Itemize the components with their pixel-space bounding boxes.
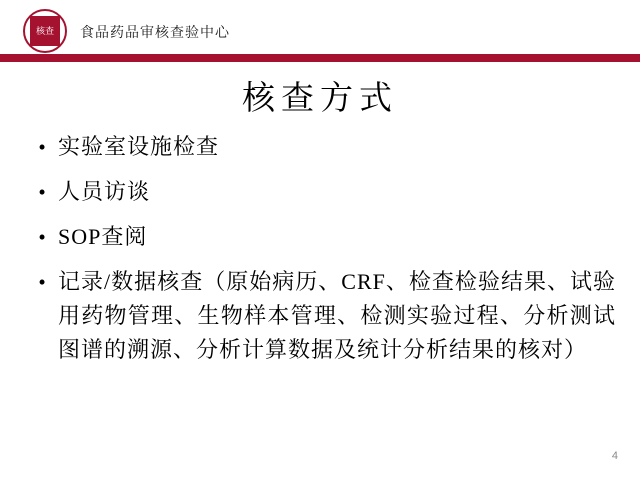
slide-header <box>0 0 640 62</box>
bullet-marker-icon: • <box>38 180 46 204</box>
list-item-text: 记录/数据核查（原始病历、CRF、检查检验结果、试验用药物管理、生物样本管理、检测实验过程、分析测试图谱的溯源、分析计算数据及统计分析结果的核对） <box>58 269 616 362</box>
list-item <box>26 175 616 209</box>
list-item-text: 人员访谈 <box>58 179 151 204</box>
list-item <box>26 265 616 367</box>
logo-outer-ring <box>23 9 67 53</box>
page-title: 核查方式 <box>242 81 398 117</box>
logo-seal-icon: 核查 <box>30 16 60 46</box>
organization-name: 食品药品审核查验中心 <box>80 24 230 40</box>
list-item-text: 实验室设施检查 <box>58 134 220 159</box>
header-accent-bar <box>0 54 640 58</box>
list-item <box>26 130 616 164</box>
bullet-marker-icon: • <box>38 135 46 159</box>
bullet-marker-icon: • <box>38 270 46 294</box>
bullet-marker-icon: • <box>38 225 46 249</box>
bullet-list <box>26 130 616 378</box>
page-number: 4 <box>611 450 618 462</box>
list-item-text: SOP查阅 <box>58 224 148 249</box>
organization-logo <box>22 8 68 54</box>
list-item <box>26 220 616 254</box>
